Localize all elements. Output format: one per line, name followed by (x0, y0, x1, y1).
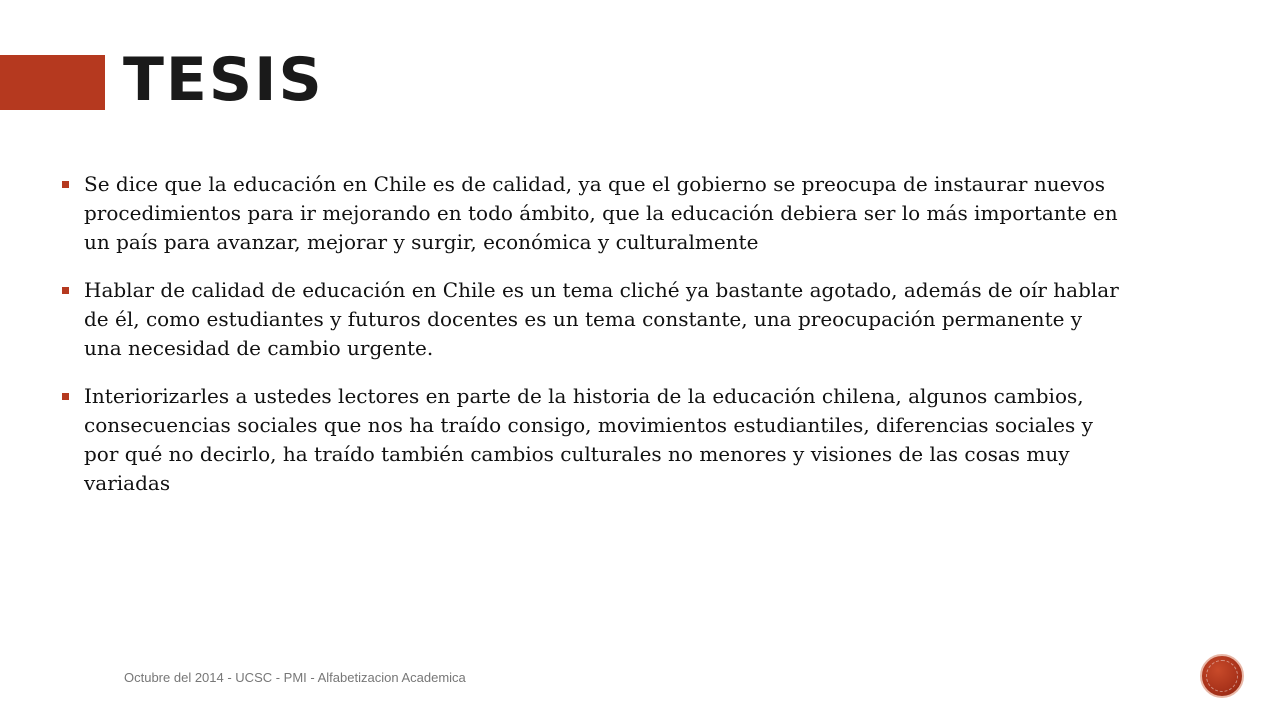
page-number-badge-icon (1200, 654, 1244, 698)
square-bullet-icon (62, 393, 69, 400)
title-accent-bar (0, 55, 105, 110)
slide-footer: Octubre del 2014 - UCSC - PMI - Alfabetizacion Academica (124, 670, 466, 685)
square-bullet-icon (62, 287, 69, 294)
bullet-item (60, 170, 1120, 257)
square-bullet-icon (62, 181, 69, 188)
bullet-text: Hablar de calidad de educación en Chile es un tema cliché ya bastante agotado, además de oír hablar de él, como estudiantes y futuros docentes es un tema constante, una preocupación permanente y una necesidad de cambio urgente. (84, 278, 1119, 360)
bullet-item (60, 382, 1120, 498)
bullet-list (60, 170, 1120, 517)
bullet-text: Se dice que la educación en Chile es de calidad, ya que el gobierno se preocupa de instaurar nuevos procedimientos para ir mejorando en todo ámbito, que la educación debiera ser lo más importante en un país para avanzar, mejorar y surgir, económica y culturalmente (84, 172, 1118, 254)
slide-title: TESIS (123, 45, 324, 115)
bullet-item (60, 276, 1120, 363)
bullet-text: Interiorizarles a ustedes lectores en parte de la historia de la educación chilena, algunos cambios, consecuencias sociales que nos ha traído consigo, movimientos estudiantiles, diferencias sociales y por qué no decirlo, ha traído también cambios culturales no menores y visiones de las cosas muy variadas (84, 384, 1093, 495)
